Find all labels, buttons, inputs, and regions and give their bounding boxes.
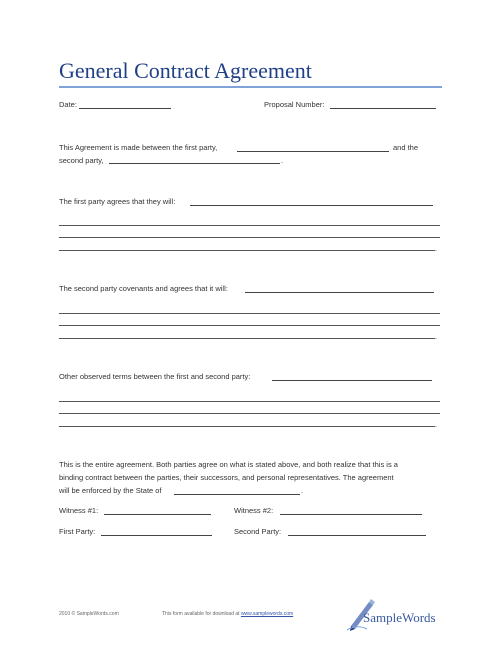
- proposal-number-field[interactable]: [330, 108, 436, 109]
- footer-download-text: This form available for download at: [162, 611, 240, 617]
- second-party-covenants-label: The second party covenants and agrees that it will:: [59, 284, 228, 293]
- other-terms-field[interactable]: [272, 380, 432, 381]
- second-party-name-field[interactable]: [109, 163, 280, 164]
- second-party-terms-line[interactable]: [59, 325, 440, 326]
- state-field[interactable]: [174, 494, 300, 495]
- witness-2-field[interactable]: [280, 514, 422, 515]
- period: .: [281, 156, 284, 165]
- other-terms-line[interactable]: [59, 401, 440, 402]
- second-party-label: second party,: [59, 156, 104, 165]
- date-field[interactable]: [79, 108, 171, 109]
- first-party-signature-label: First Party:: [59, 527, 96, 536]
- footer-copyright: 2010 © SampleWords.com: [59, 611, 119, 617]
- period: .: [435, 244, 438, 253]
- period: .: [435, 420, 438, 429]
- other-terms-line[interactable]: [59, 426, 435, 427]
- second-party-signature-field[interactable]: [288, 535, 426, 536]
- second-party-terms-line[interactable]: [59, 313, 440, 314]
- entire-agreement-text-line1: This is the entire agreement. Both parties agree on what is stated above, and both realize that this is a: [59, 460, 398, 469]
- entire-agreement-text-line2: binding contract between the parties, their successors, and personal representatives. The agreement: [59, 473, 394, 482]
- second-party-terms-line[interactable]: [59, 338, 435, 339]
- logo-text: SampleWords: [363, 610, 436, 625]
- agreement-intro-text: This Agreement is made between the first party,: [59, 143, 218, 152]
- first-party-name-field[interactable]: [237, 151, 389, 152]
- period: .: [301, 486, 304, 495]
- samplewords-logo: [345, 596, 445, 636]
- witness-2-label: Witness #2:: [234, 506, 274, 515]
- footer-link[interactable]: www.samplewords.com: [240, 611, 294, 617]
- other-terms-line[interactable]: [59, 413, 440, 414]
- entire-agreement-text-line3: will be enforced by the State of: [59, 486, 162, 495]
- first-party-terms-line[interactable]: [59, 237, 440, 238]
- date-label: Date:: [59, 100, 77, 109]
- first-party-terms-field[interactable]: [190, 205, 433, 206]
- footer-download-note: [162, 611, 293, 617]
- first-party-terms-line[interactable]: [59, 250, 435, 251]
- first-party-agrees-label: The first party agrees that they will:: [59, 197, 176, 206]
- witness-1-field[interactable]: [104, 514, 211, 515]
- other-terms-label: Other observed terms between the first and second party:: [59, 372, 251, 381]
- second-party-signature-label: Second Party:: [234, 527, 282, 536]
- first-party-terms-line[interactable]: [59, 225, 440, 226]
- second-party-terms-field[interactable]: [245, 292, 434, 293]
- first-party-signature-field[interactable]: [101, 535, 212, 536]
- period: .: [435, 332, 438, 341]
- witness-1-label: Witness #1:: [59, 506, 99, 515]
- title-underline: [59, 86, 442, 88]
- document-title: General Contract Agreement: [59, 58, 312, 83]
- proposal-number-label: Proposal Number:: [264, 100, 325, 109]
- agreement-and-the-text: and the: [393, 143, 419, 152]
